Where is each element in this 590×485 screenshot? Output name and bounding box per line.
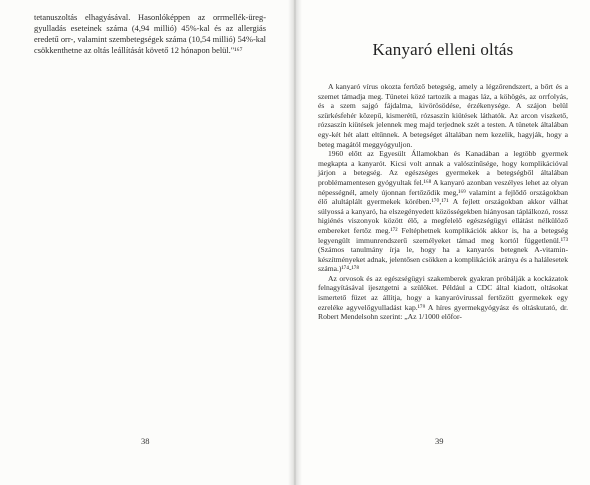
book-gutter — [288, 0, 302, 485]
paragraph: 1960 előtt az Egyesült Államokban és Kanadában a legtöbb gyermek megkapta a kanyarót. Kicsi volt annak a valószínűsége, hogy komplikációval járjon a betegség. Az egészséges gyermekek a betegségből általában problémamentesen gyógyultak fel.¹⁶⁸ A kanyaró azonban veszélyes lehet az olyan népességnél, amely újonnan fertőződik meg,¹⁶⁹ valamint a fejlődő országokban élő alultáplált gyermekek körében.¹⁷⁰,¹⁷¹ A fejlett országokban akkor válhat súlyossá a kanyaró, ha elszegényedett közösségekben hiányosan táplálkozó, rossz higiénés viszonyok között élő, a megfelelő egészségügyi ellátást nélkülöző embereket fertőz meg.¹⁷² Feltéphetnek komplikációk akkor is, ha a betegség legyengült immunrendszerű személyeket támad meg kortól függetlenül.¹⁷³ (Számos tanulmány írja le, hogy ha a kanyarós betegnek A-vitamin-készítményeket adnak, jelentősen csökken a komplikációk aránya és a halálesetek száma.)¹⁷⁴-¹⁷⁸ — [318, 149, 568, 274]
page-number-left: 38 — [141, 436, 150, 446]
left-page-text: tetanuszoltás elhagyásával. Hasonlóképpen az orrmellék-üreg-gyulladás eseteinek száma (4,94 millió) 45%-kal és az allergiás eredetű orr-, valamint szembetegségek száma (10,54 millió) 54%-kal csökkenthetne az oltás leállítását követő 12 hónapon belül."¹⁶⁷ — [34, 13, 266, 55]
chapter-title: Kanyaró elleni oltás — [372, 40, 514, 59]
page-number-right: 39 — [435, 436, 444, 446]
paragraph: Az orvosok és az egészségügyi szakemberek gyakran próbálják a kockázatok felnagyításával ijesztgetni a szülőket. Például a CDC által kiadott, oltásokat ismertető füzet az állítja, hogy a kanyaróvírussal fertőzött gyermekek egy ezreléke agyvelőgyulladást kap.¹⁷⁹ A híres gyermekgyógyász és oltáskutató, dr. Robert Mendelsohn szerint: „Az 1/1000 előfor- — [318, 273, 568, 322]
left-page — [0, 0, 293, 485]
right-page-body — [318, 82, 568, 322]
paragraph: A kanyaró vírus okozta fertőző betegség, amely a légzőrendszert, a bőrt és a szemet támadja meg. Tünetei közé tartozik a magas láz, a köhögés, az orrfolyás, és a szem sajgó fájdalma, kivörösödése, érzékenysége. A szájon belül szürkésfehér közepű, kismerétű, rózsaszín kiütések láthatók. Az arcon viszkető, rózsaszín kiütések jelennek meg majd terjednek szét a testen. A tünetek általában egy-két hét alatt eltűnnek. A betegséget általában nem kezelik, hagyják, hogy a beteg magától meggyógyuljon. — [318, 82, 568, 149]
